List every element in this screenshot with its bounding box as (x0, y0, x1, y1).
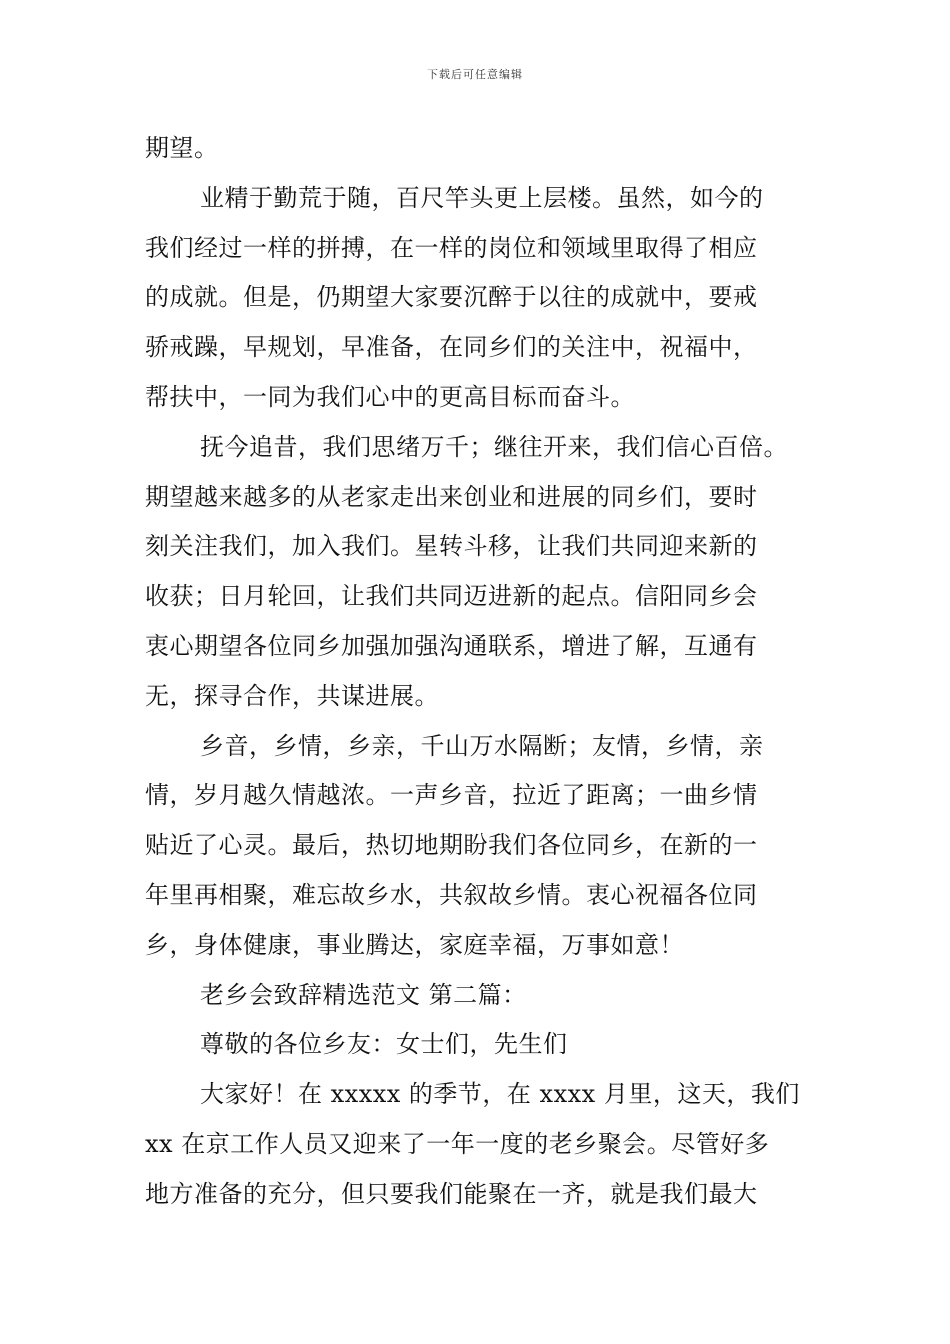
text-line: 无，探寻合作，共谋进展。 (145, 681, 439, 710)
section-title: 老乡会致辞精选范文 第二篇： (200, 980, 527, 1009)
text-line: 我们经过一样的拼搏，在一样的岗位和领域里取得了相应 (145, 233, 758, 262)
text-line: 帮扶中，一同为我们心中的更高目标而奋斗。 (145, 382, 635, 411)
document-body (145, 124, 813, 1220)
text-line: 期望越来越多的从老家走出来创业和进展的同乡们，要时 (145, 482, 758, 511)
text-line: 骄戒躁，早规划，早准备，在同乡们的关注中，祝福中， (145, 333, 758, 362)
text-line: 期望。 (145, 134, 219, 162)
text-line: xx 在京工作人员又迎来了一年一度的老乡聚会。尽管好多 (145, 1129, 770, 1158)
text-line: 情，岁月越久情越浓。一声乡音，拉近了距离；一曲乡情 (145, 781, 758, 810)
text-line: 的成就。但是，仍期望大家要沉醉于以往的成就中，要戒 (145, 283, 758, 312)
text-line: 抚今追昔，我们思绪万千；继往开来，我们信心百倍。 (200, 432, 788, 461)
text-line: 年里再相聚，难忘故乡水，共叙故乡情。衷心祝福各位同 (145, 880, 758, 909)
text-line: 收获；日月轮回，让我们共同迈进新的起点。信阳同乡会 (145, 582, 758, 611)
text-line: 贴近了心灵。最后，热切地期盼我们各位同乡，在新的一 (145, 831, 758, 860)
text-line: 地方准备的充分，但只要我们能聚在一齐，就是我们最大 (145, 1179, 758, 1208)
text-line: 大家好！在 xxxxx 的季节，在 xxxx 月里，这天，我们 (200, 1080, 800, 1109)
salutation: 尊敬的各位乡友：女士们，先生们 (200, 1030, 568, 1059)
text-line: 刻关注我们，加入我们。星转斗移，让我们共同迎来新的 (145, 532, 758, 561)
text-line: 衷心期望各位同乡加强加强沟通联系，增进了解，互通有 (145, 631, 758, 660)
text-line: 业精于勤荒于随，百尺竿头更上层楼。虽然，如今的 (200, 183, 764, 212)
text-line: 乡音，乡情，乡亲，千山万水隔断；友情，乡情，亲 (200, 731, 764, 760)
page-header-note: 下载后可任意编辑 (427, 68, 523, 81)
text-line: 乡，身体健康，事业腾达，家庭幸福，万事如意！ (145, 930, 684, 959)
